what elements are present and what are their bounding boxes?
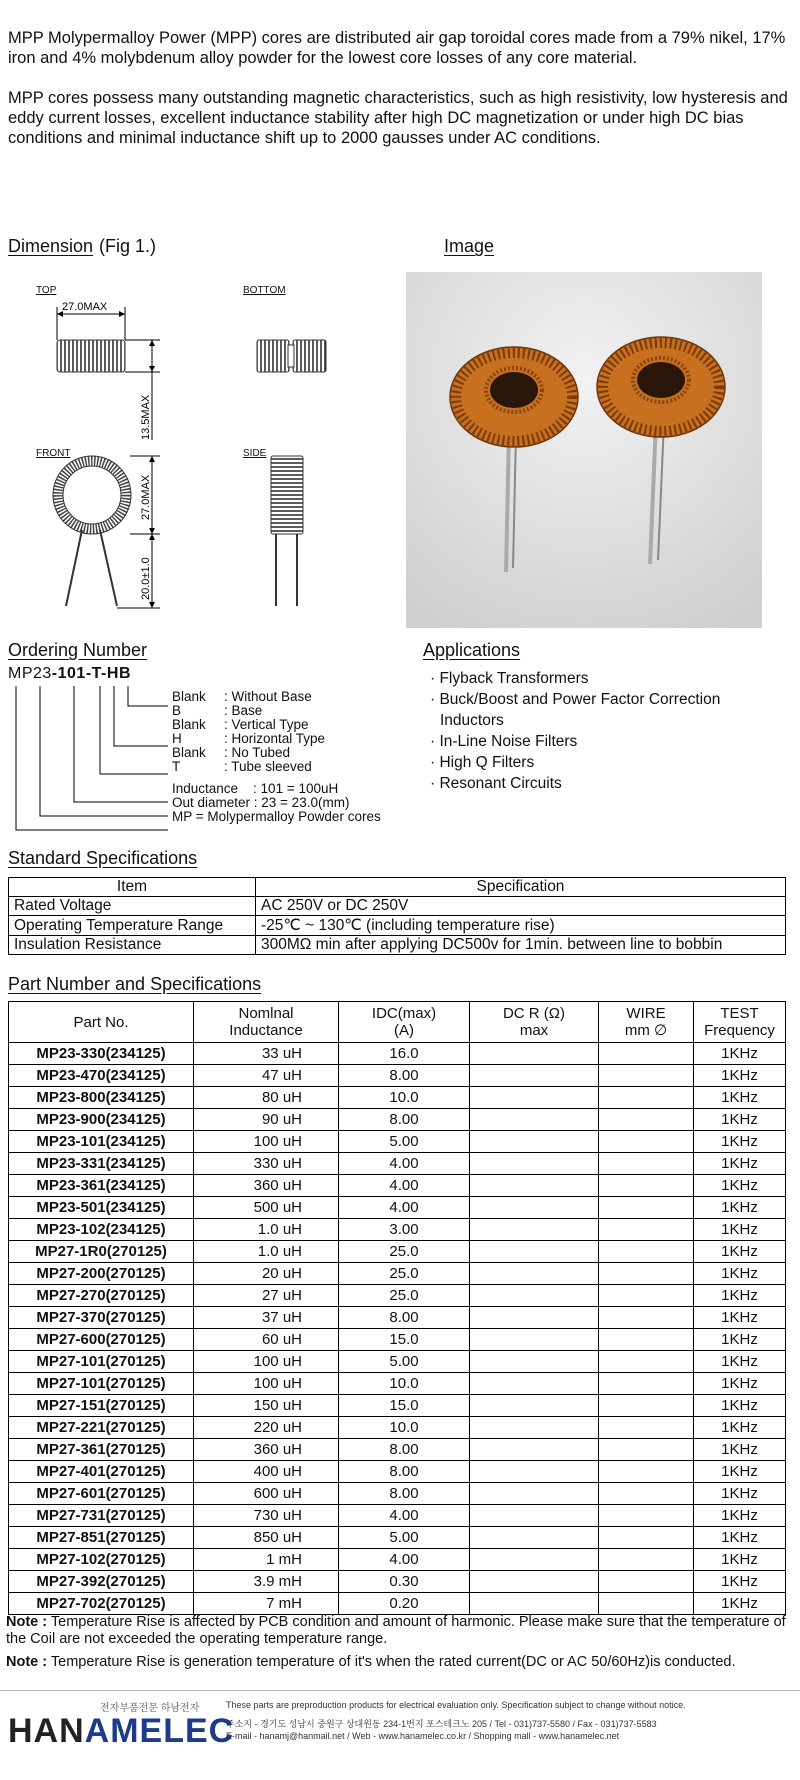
table-row [9, 1351, 786, 1373]
wire-value [599, 1087, 694, 1109]
fig-label: (Fig 1.) [99, 236, 157, 256]
part-number: MP27-221(270125) [9, 1417, 194, 1439]
col-dcr: DC R (Ω) max [470, 1002, 599, 1043]
inductance-row: Inductance : 101 = 100uH [172, 781, 339, 796]
option-row: B : Base [172, 703, 263, 718]
product-photo [406, 272, 762, 628]
note-prefix: Note : [6, 1654, 48, 1670]
dcr-value [470, 1329, 599, 1351]
table-row [9, 1373, 786, 1395]
logo-han: HAN [8, 1712, 85, 1750]
footer-address: 주소지 - 경기도 성남시 중원구 상대원동 234-1번지 포스테크노 205 / Tel - 031)737-5580 / Fax - 031)737-5583 [226, 1719, 657, 1729]
part-number: MP27-392(270125) [9, 1571, 194, 1593]
toroid-1 [450, 347, 578, 447]
table-row [9, 1307, 786, 1329]
idc-value: 5.00 [339, 1527, 470, 1549]
inductance-value: 90 uH [194, 1109, 339, 1131]
option-row: T : Tube sleeved [172, 759, 312, 774]
wire-value [599, 1329, 694, 1351]
spec-item: Rated Voltage [9, 897, 256, 916]
table-row [9, 1549, 786, 1571]
parts-body [9, 1043, 786, 1615]
inductance-value: 27 uH [194, 1285, 339, 1307]
wire-value [599, 1527, 694, 1549]
ordering-code [8, 665, 131, 683]
test-frequency-value: 1KHz [694, 1043, 786, 1065]
spec-row [9, 897, 786, 916]
inductance-value: 80 uH [194, 1087, 339, 1109]
option-row: Blank : Without Base [172, 689, 312, 704]
code-base: B [118, 665, 131, 682]
idc-value: 0.30 [339, 1571, 470, 1593]
idc-value: 15.0 [339, 1329, 470, 1351]
ordering-options [172, 690, 381, 824]
spec-item: Insulation Resistance [9, 936, 256, 955]
dcr-value [470, 1263, 599, 1285]
dcr-value [470, 1131, 599, 1153]
application-item: · In-Line Noise Filters [430, 733, 578, 750]
part-number: MP27-101(270125) [9, 1351, 194, 1373]
wire-value [599, 1285, 694, 1307]
part-number: MP23-800(234125) [9, 1087, 194, 1109]
part-number: MP27-370(270125) [9, 1307, 194, 1329]
part-number: MP27-600(270125) [9, 1329, 194, 1351]
part-number: MP27-101(270125) [9, 1373, 194, 1395]
test-frequency-value: 1KHz [694, 1593, 786, 1615]
idc-value: 15.0 [339, 1395, 470, 1417]
dcr-value [470, 1197, 599, 1219]
dcr-value [470, 1505, 599, 1527]
code-tube: T [91, 665, 102, 682]
wire-value [599, 1307, 694, 1329]
inductance-value: 330 uH [194, 1153, 339, 1175]
inductance-value: 360 uH [194, 1439, 339, 1461]
idc-value: 0.20 [339, 1593, 470, 1615]
wire-value [599, 1197, 694, 1219]
dcr-value [470, 1285, 599, 1307]
standard-heading: Standard Specifications [8, 848, 198, 868]
code-sep: - [101, 665, 107, 682]
table-row [9, 1109, 786, 1131]
dimension-drawing [0, 290, 410, 620]
footer-notice: These parts are preproduction products for electrical evaluation only. Specification subject to change without notice. [226, 1700, 686, 1710]
dcr-value [470, 1593, 599, 1615]
idc-value: 4.00 [339, 1549, 470, 1571]
spec-header-row [9, 878, 786, 897]
dim-width-label: 27.0MAX [62, 301, 108, 313]
test-frequency-value: 1KHz [694, 1263, 786, 1285]
table-row [9, 1263, 786, 1285]
application-item: · Resonant Circuits [430, 775, 562, 792]
idc-value: 8.00 [339, 1439, 470, 1461]
test-frequency-value: 1KHz [694, 1153, 786, 1175]
option-row: Blank : Vertical Type [172, 717, 309, 732]
table-row [9, 1417, 786, 1439]
toroid-2 [597, 337, 725, 437]
inductance-value: 400 uH [194, 1461, 339, 1483]
inductance-value: 33 uH [194, 1043, 339, 1065]
col-test-frequency: TEST Frequency [694, 1002, 786, 1043]
dcr-value [470, 1109, 599, 1131]
wire-value [599, 1109, 694, 1131]
idc-value: 16.0 [339, 1043, 470, 1065]
idc-value: 8.00 [339, 1307, 470, 1329]
application-item: · Flyback Transformers [430, 670, 589, 687]
spec-row [9, 936, 786, 955]
top-view-label: TOP [36, 285, 57, 296]
dimension-title: Dimension [8, 236, 94, 256]
table-row [9, 1241, 786, 1263]
wire-value [599, 1241, 694, 1263]
table-row [9, 1439, 786, 1461]
idc-value: 3.00 [339, 1219, 470, 1241]
idc-value: 10.0 [339, 1373, 470, 1395]
dcr-value [470, 1395, 599, 1417]
table-row [9, 1131, 786, 1153]
table-row [9, 1593, 786, 1615]
note-2 [6, 1654, 796, 1671]
wire-value [599, 1549, 694, 1571]
part-number: MP27-401(270125) [9, 1461, 194, 1483]
wire-value [599, 1395, 694, 1417]
idc-value: 8.00 [339, 1483, 470, 1505]
inductance-value: 220 uH [194, 1417, 339, 1439]
intro [8, 28, 788, 148]
inductance-value: 730 uH [194, 1505, 339, 1527]
part-number: MP27-151(270125) [9, 1395, 194, 1417]
test-frequency-value: 1KHz [694, 1505, 786, 1527]
idc-value: 8.00 [339, 1109, 470, 1131]
dimension-heading [8, 236, 156, 257]
wire-value [599, 1219, 694, 1241]
part-number: MP23-900(234125) [9, 1109, 194, 1131]
test-frequency-value: 1KHz [694, 1197, 786, 1219]
table-row [9, 1153, 786, 1175]
inductance-value: 500 uH [194, 1197, 339, 1219]
dcr-value [470, 1373, 599, 1395]
table-row [9, 1065, 786, 1087]
part-number: MP27-361(270125) [9, 1439, 194, 1461]
idc-value: 10.0 [339, 1417, 470, 1439]
idc-value: 25.0 [339, 1241, 470, 1263]
test-frequency-value: 1KHz [694, 1571, 786, 1593]
front-view [53, 456, 160, 608]
image-heading: Image [444, 236, 495, 256]
dcr-value [470, 1417, 599, 1439]
side-view [271, 456, 303, 606]
wire-value [599, 1153, 694, 1175]
inductance-value: 20 uH [194, 1263, 339, 1285]
idc-value: 25.0 [339, 1285, 470, 1307]
dim-height-label: 27.0MAX [140, 474, 152, 520]
code-type: H [106, 665, 119, 682]
ordering-heading: Ordering Number [8, 640, 148, 660]
inductance-value: 47 uH [194, 1065, 339, 1087]
code-mp: MP [8, 665, 33, 682]
code-sep: - [51, 665, 58, 682]
inductance-value: 3.9 mH [194, 1571, 339, 1593]
test-frequency-value: 1KHz [694, 1439, 786, 1461]
wire-value [599, 1065, 694, 1087]
footer-divider [0, 1690, 800, 1691]
idc-value: 4.00 [339, 1197, 470, 1219]
mp-row: MP = Molypermalloy Powder cores [172, 809, 381, 824]
dcr-value [470, 1549, 599, 1571]
standard-spec-table [8, 877, 786, 955]
spec-item: Operating Temperature Range [9, 916, 256, 936]
inductance-value: 600 uH [194, 1483, 339, 1505]
part-number: MP27-851(270125) [9, 1527, 194, 1549]
test-frequency-value: 1KHz [694, 1549, 786, 1571]
table-row [9, 1395, 786, 1417]
test-frequency-value: 1KHz [694, 1417, 786, 1439]
table-row [9, 1505, 786, 1527]
test-frequency-value: 1KHz [694, 1065, 786, 1087]
inductance-value: 100 uH [194, 1131, 339, 1153]
test-frequency-value: 1KHz [694, 1373, 786, 1395]
dcr-value [470, 1307, 599, 1329]
wire-value [599, 1263, 694, 1285]
test-frequency-value: 1KHz [694, 1461, 786, 1483]
test-frequency-value: 1KHz [694, 1109, 786, 1131]
inductance-value: 360 uH [194, 1175, 339, 1197]
col-wire: WIRE mm ∅ [599, 1002, 694, 1043]
bottom-view [257, 340, 326, 372]
part-number: MP23-331(234125) [9, 1153, 194, 1175]
dcr-value [470, 1043, 599, 1065]
wire-value [599, 1439, 694, 1461]
wire-value [599, 1417, 694, 1439]
part-number: MP27-102(270125) [9, 1549, 194, 1571]
side-view-label: SIDE [243, 448, 267, 459]
part-number: MP23-470(234125) [9, 1065, 194, 1087]
part-number: MP27-702(270125) [9, 1593, 194, 1615]
part-number: MP27-200(270125) [9, 1263, 194, 1285]
note-1 [6, 1614, 796, 1648]
test-frequency-value: 1KHz [694, 1131, 786, 1153]
inductance-value: 7 mH [194, 1593, 339, 1615]
inductance-value: 1.0 uH [194, 1241, 339, 1263]
dcr-value [470, 1461, 599, 1483]
test-frequency-value: 1KHz [694, 1087, 786, 1109]
idc-value: 4.00 [339, 1175, 470, 1197]
test-frequency-value: 1KHz [694, 1285, 786, 1307]
part-number: MP23-361(234125) [9, 1175, 194, 1197]
wire-value [599, 1593, 694, 1615]
dcr-value [470, 1351, 599, 1373]
part-number: MP23-101(234125) [9, 1131, 194, 1153]
intro-paragraph-1: MPP Molypermalloy Power (MPP) cores are distributed air gap toroidal cores made from a 79% nikel, 17% iron and 4% molybdenum alloy powder for the lowest core losses of any core material. [8, 29, 786, 67]
wire-value [599, 1505, 694, 1527]
footer-contact: E-mail - hanamj@hanmail.net / Web - www.hanamelec.co.kr / Shopping mall - www.hanamelec.net [226, 1731, 620, 1741]
table-row [9, 1285, 786, 1307]
test-frequency-value: 1KHz [694, 1307, 786, 1329]
parts-table [8, 1001, 786, 1615]
application-item: · High Q Filters [430, 754, 535, 771]
dcr-value [470, 1241, 599, 1263]
part-number: MP27-270(270125) [9, 1285, 194, 1307]
idc-value: 8.00 [339, 1065, 470, 1087]
note-prefix: Note : [6, 1614, 48, 1630]
inductance-value: 1.0 uH [194, 1219, 339, 1241]
table-row [9, 1197, 786, 1219]
dcr-value [470, 1087, 599, 1109]
test-frequency-value: 1KHz [694, 1241, 786, 1263]
wire-value [599, 1351, 694, 1373]
part-number: MP27-601(270125) [9, 1483, 194, 1505]
dcr-value [470, 1219, 599, 1241]
test-frequency-value: 1KHz [694, 1395, 786, 1417]
table-row [9, 1175, 786, 1197]
inductance-value: 1 mH [194, 1549, 339, 1571]
test-frequency-value: 1KHz [694, 1329, 786, 1351]
spec-row [9, 916, 786, 936]
code-inductance: 101 [57, 665, 86, 682]
dcr-value [470, 1153, 599, 1175]
table-row [9, 1087, 786, 1109]
test-frequency-value: 1KHz [694, 1175, 786, 1197]
dcr-value [470, 1439, 599, 1461]
table-row [9, 1329, 786, 1351]
spec-value: -25℃ ~ 130℃ (including temperature rise) [256, 916, 786, 936]
out-diameter-row: Out diameter : 23 = 23.0(mm) [172, 795, 350, 810]
idc-value: 25.0 [339, 1263, 470, 1285]
application-item: · Buck/Boost and Power Factor Correction Inductors [430, 691, 721, 729]
col-idc: IDC(max) (A) [339, 1002, 470, 1043]
table-row [9, 1483, 786, 1505]
logo-amelec: AMELEC [84, 1712, 235, 1750]
inductance-value: 100 uH [194, 1351, 339, 1373]
dcr-value [470, 1483, 599, 1505]
logo-korean: 전자부품전문 하남전자 [100, 1703, 200, 1714]
table-row [9, 1219, 786, 1241]
spec-value: AC 250V or DC 250V [256, 897, 786, 916]
test-frequency-value: 1KHz [694, 1351, 786, 1373]
bottom-view-label: BOTTOM [243, 285, 286, 296]
inductance-value: 150 uH [194, 1395, 339, 1417]
table-row [9, 1043, 786, 1065]
dcr-value [470, 1065, 599, 1087]
wire-value [599, 1175, 694, 1197]
spec-value: 300MΩ min after applying DC500v for 1min. between line to bobbin [256, 936, 786, 955]
intro-paragraph-2: MPP cores possess many outstanding magnetic characteristics, such as high resistivity, low hysteresis and eddy current losses, excellent inductance stability after high DC magnetization or under high DC bias conditions and minimal inductance shift up to 2000 gausses under AC conditions. [8, 89, 788, 147]
top-view [57, 301, 160, 440]
idc-value: 4.00 [339, 1153, 470, 1175]
front-view-label: FRONT [36, 448, 71, 459]
inductance-value: 100 uH [194, 1373, 339, 1395]
dim-thickness-label: 13.5MAX [140, 394, 152, 440]
table-row [9, 1571, 786, 1593]
dim-lead-label: 20.0±1.0 [140, 557, 152, 600]
idc-value: 4.00 [339, 1505, 470, 1527]
code-diameter: 23 [33, 665, 52, 682]
part-number: MP27-731(270125) [9, 1505, 194, 1527]
parts-header-row [9, 1002, 786, 1043]
part-number: MP23-330(234125) [9, 1043, 194, 1065]
table-row [9, 1527, 786, 1549]
wire-value [599, 1131, 694, 1153]
table-row [9, 1461, 786, 1483]
wire-value [599, 1373, 694, 1395]
idc-value: 8.00 [339, 1461, 470, 1483]
inductance-value: 60 uH [194, 1329, 339, 1351]
test-frequency-value: 1KHz [694, 1219, 786, 1241]
parts-heading: Part Number and Specifications [8, 974, 262, 994]
code-sep: - [85, 665, 92, 682]
dcr-value [470, 1175, 599, 1197]
note-text: Temperature Rise is affected by PCB condition and amount of harmonic. Please make sure that the temperature of the Coil are not exceeded the operating temperature range. [6, 1614, 786, 1647]
col-part-no: Part No. [9, 1002, 194, 1043]
inductance-value: 37 uH [194, 1307, 339, 1329]
dcr-value [470, 1527, 599, 1549]
inductance-value: 850 uH [194, 1527, 339, 1549]
idc-value: 5.00 [339, 1351, 470, 1373]
option-row: H : Horizontal Type [172, 731, 326, 746]
applications-list [430, 668, 770, 794]
ordering-tree-lines [0, 682, 175, 832]
test-frequency-value: 1KHz [694, 1483, 786, 1505]
wire-value [599, 1483, 694, 1505]
test-frequency-value: 1KHz [694, 1527, 786, 1549]
option-row: Blank : No Tubed [172, 745, 291, 760]
company-logo [8, 1712, 234, 1751]
applications-heading: Applications [423, 640, 521, 660]
part-number: MP23-102(234125) [9, 1219, 194, 1241]
dcr-value [470, 1571, 599, 1593]
note-text: Temperature Rise is generation temperature of it's when the rated current(DC or AC 50/60Hz)is conducted. [50, 1654, 736, 1670]
wire-value [599, 1043, 694, 1065]
wire-value [599, 1461, 694, 1483]
wire-value [599, 1571, 694, 1593]
col-inductance: Nomlnal Inductance [194, 1002, 339, 1043]
part-number: MP23-501(234125) [9, 1197, 194, 1219]
part-number: MP27-1R0(270125) [9, 1241, 194, 1263]
col-specification: Specification [256, 878, 786, 897]
idc-value: 5.00 [339, 1131, 470, 1153]
idc-value: 10.0 [339, 1087, 470, 1109]
col-item: Item [9, 878, 256, 897]
